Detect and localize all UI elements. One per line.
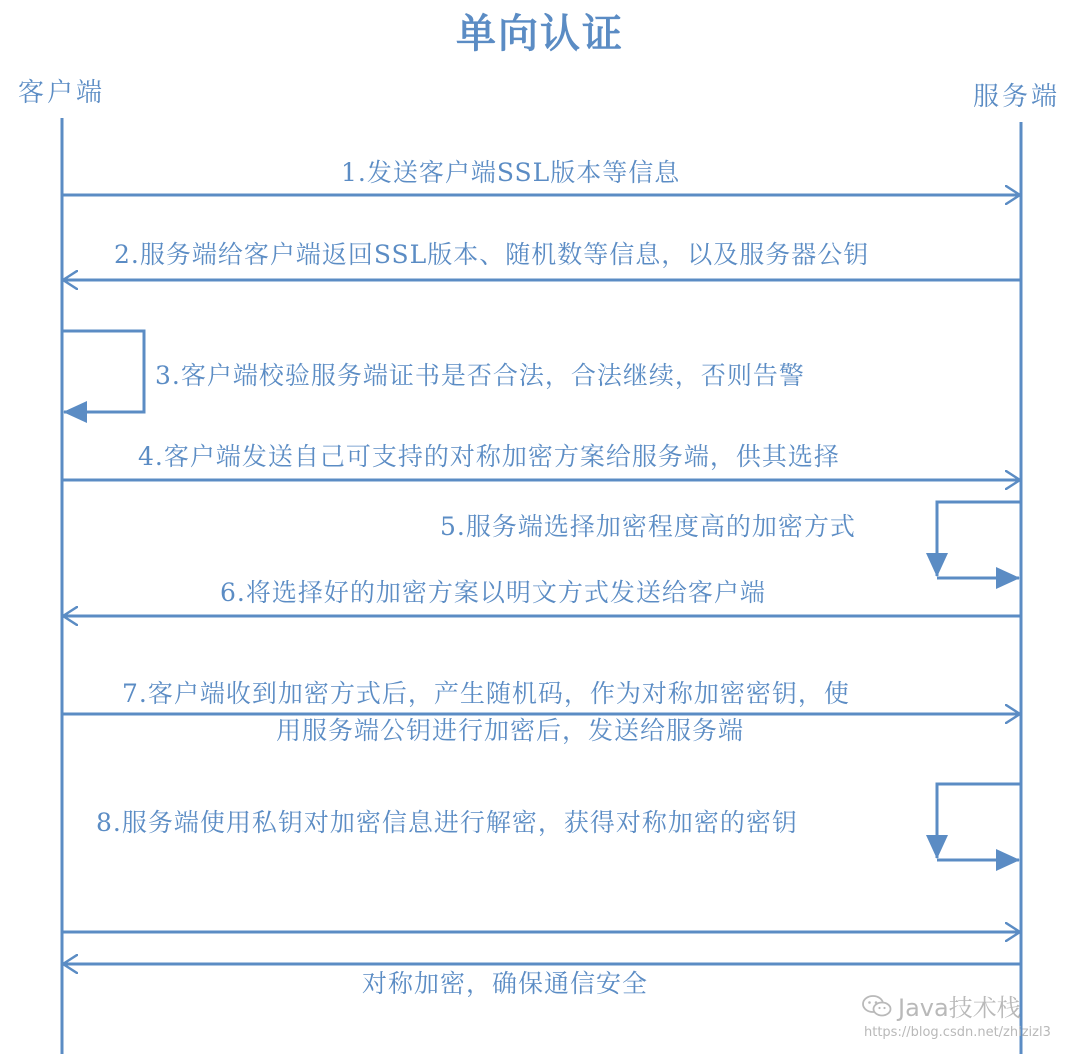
message-step-7-line1: 7.客户端收到加密方式后，产生随机码，作为对称加密密钥，使	[122, 679, 850, 708]
client-actor-label: 客户端	[18, 78, 106, 108]
message-step-8: 8.服务端使用私钥对加密信息进行解密，获得对称加密的密钥	[96, 808, 798, 837]
watermark-brand-text: Java技术栈	[898, 994, 1021, 1022]
loop-step-8-top	[937, 784, 1021, 858]
loop-step-5-top	[937, 502, 1021, 576]
server-actor-label: 服务端	[973, 82, 1061, 112]
message-step-5: 5.服务端选择加密程度高的加密方式	[440, 512, 856, 541]
message-step-1: 1.发送客户端SSL版本等信息	[341, 158, 681, 187]
message-step-6: 6.将选择好的加密方案以明文方式发送给客户端	[220, 578, 766, 607]
watermark	[862, 988, 1051, 1040]
diagram-title: 单向认证	[456, 10, 624, 57]
watermark-brand	[862, 988, 1051, 1023]
wechat-icon	[862, 995, 892, 1017]
message-step-3: 3.客户端校验服务端证书是否合法，合法继续，否则告警	[155, 361, 805, 390]
message-step-7-line2: 用服务端公钥进行加密后，发送给服务端	[276, 716, 745, 745]
message-step-4: 4.客户端发送自己可支持的对称加密方案给服务端，供其选择	[138, 442, 840, 471]
message-step-9: 对称加密，确保通信安全	[362, 969, 649, 998]
message-step-2: 2.服务端给客户端返回SSL版本、随机数等信息，以及服务器公钥	[114, 240, 870, 269]
watermark-url: https://blog.csdn.net/zhizizl3	[864, 1025, 1051, 1040]
loop-step-3	[62, 331, 144, 412]
